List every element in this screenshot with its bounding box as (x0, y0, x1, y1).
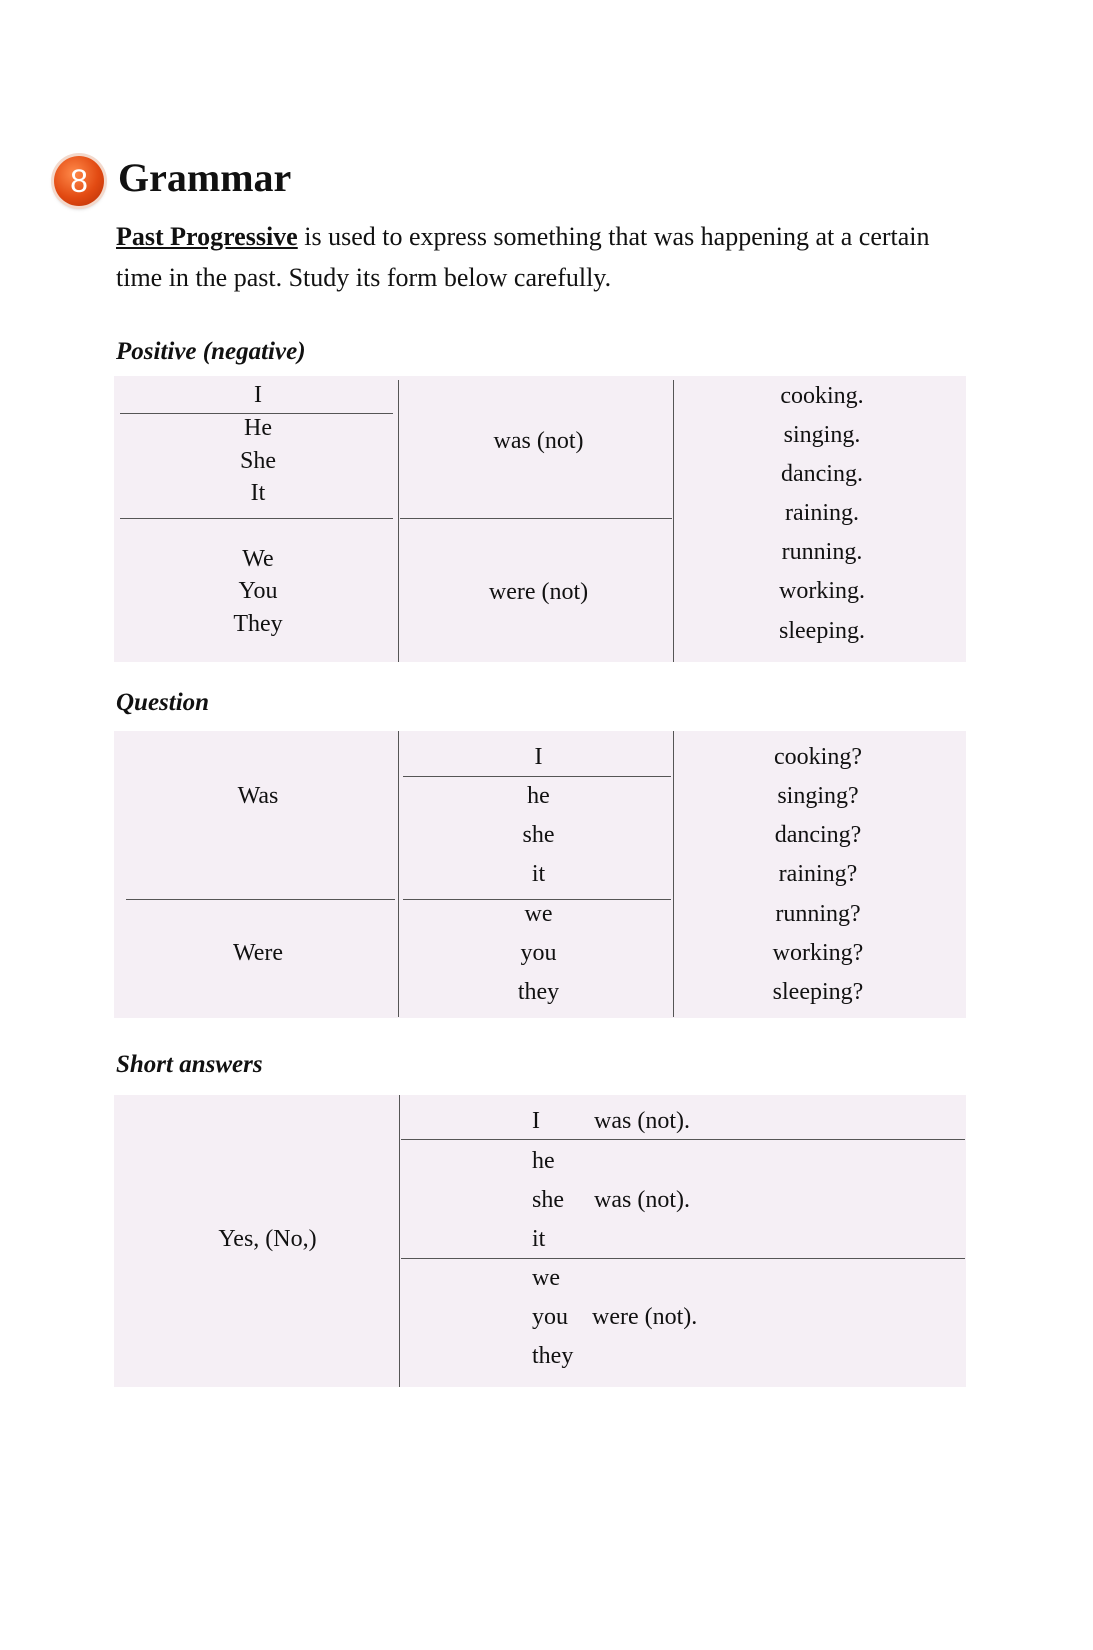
intro-term: Past Progressive (116, 222, 298, 251)
positive-rule-col1 (120, 518, 393, 519)
short-answer-pronoun-he: he (532, 1148, 555, 1174)
positive-verb: raining. (785, 500, 859, 526)
short-answers-rule-1 (401, 1139, 965, 1140)
section-number-badge (54, 156, 104, 206)
question-verb: singing? (777, 783, 859, 809)
intro-text-line2: time in the past. Study its form below carefully. (116, 263, 612, 292)
positive-divider-2 (673, 380, 674, 662)
positive-pronoun-you: You (238, 578, 278, 604)
short-answers-yes-no: Yes, (No,) (218, 1226, 317, 1252)
question-pronoun-it: it (531, 861, 546, 887)
short-answer-pronoun-she: she (532, 1187, 564, 1213)
intro-paragraph (116, 216, 976, 298)
question-verb: dancing? (774, 822, 862, 848)
question-pronoun-you: you (520, 940, 557, 966)
positive-verb: running. (781, 539, 863, 565)
positive-pronoun-we: We (242, 546, 274, 572)
positive-verb: singing. (783, 422, 861, 448)
section-title: Grammar (118, 155, 292, 200)
short-answer-pronoun-i: I (532, 1108, 540, 1134)
question-pronoun-she: she (522, 822, 555, 848)
short-answer-i-form: was (not). (594, 1108, 690, 1134)
positive-pronoun-he: He (244, 415, 272, 441)
question-rule-i (403, 776, 671, 777)
positive-verb: sleeping. (779, 618, 865, 644)
short-answers-heading: Short answers (116, 1051, 263, 1078)
question-verb: raining? (778, 861, 858, 887)
question-verb: sleeping? (772, 979, 864, 1005)
positive-pronoun-it: It (250, 480, 266, 506)
positive-verb: dancing. (781, 461, 863, 487)
short-answer-plural-form: were (not). (592, 1304, 698, 1330)
positive-pronoun-she: She (240, 448, 276, 474)
positive-verb: working. (779, 578, 865, 604)
positive-pronoun-i: I (254, 382, 262, 408)
question-divider-1 (398, 731, 399, 1017)
question-rule-col1 (126, 899, 395, 900)
intro-text-line1: is used to express something that was happening at a certain (297, 222, 930, 251)
question-verb: cooking? (774, 744, 862, 770)
question-verb: running? (775, 901, 861, 927)
positive-were-form: were (not) (488, 579, 589, 605)
short-answers-rule-2 (401, 1258, 965, 1259)
question-pronoun-they: they (517, 979, 560, 1005)
short-answer-singular-form: was (not). (594, 1187, 690, 1213)
short-answer-pronoun-it: it (532, 1226, 546, 1252)
question-was: Was (237, 783, 279, 809)
question-verb: working? (772, 940, 864, 966)
positive-was-form: was (not) (493, 428, 584, 454)
positive-divider-1 (398, 380, 399, 662)
short-answer-pronoun-we: we (532, 1265, 560, 1291)
positive-pronoun-they: They (233, 611, 283, 637)
question-pronoun-i: I (534, 744, 543, 770)
short-answer-pronoun-you: you (532, 1304, 568, 1330)
positive-heading: Positive (negative) (116, 338, 306, 365)
question-pronoun-we: we (524, 901, 553, 927)
short-answer-pronoun-they: they (532, 1343, 574, 1369)
question-heading: Question (116, 689, 210, 716)
positive-rule-col2 (400, 518, 672, 519)
question-were: Were (232, 940, 284, 966)
question-pronoun-he: he (527, 783, 550, 809)
positive-verb: cooking. (780, 383, 864, 409)
section-number: 8 (70, 163, 88, 199)
